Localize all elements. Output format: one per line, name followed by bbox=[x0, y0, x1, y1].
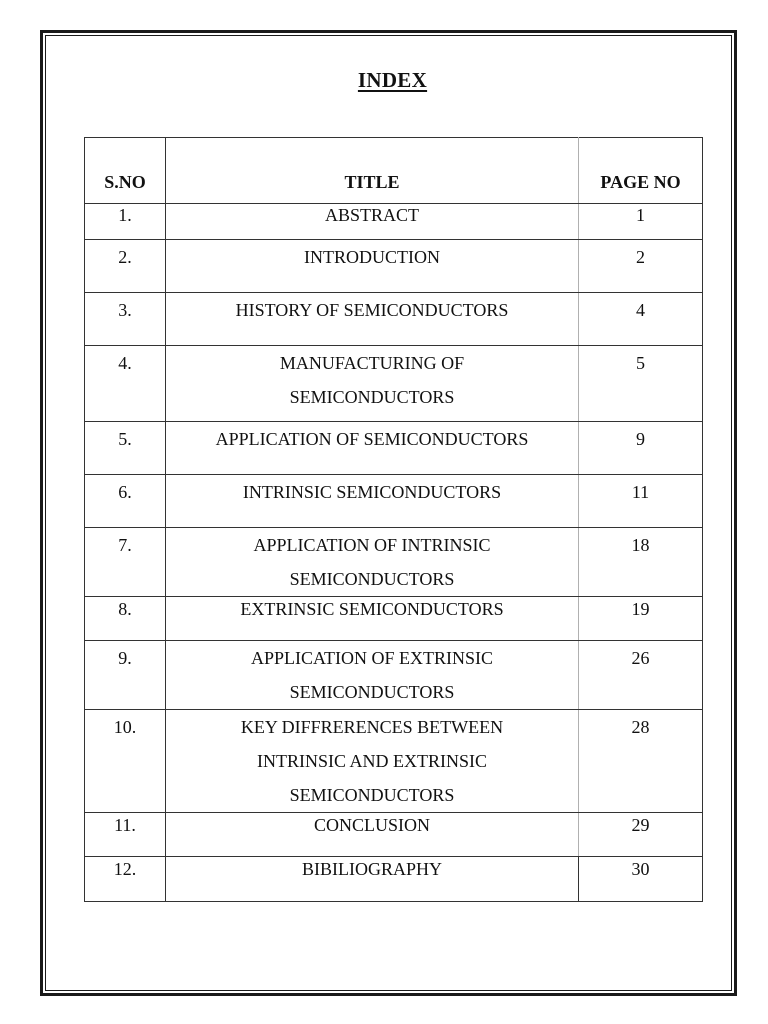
index-table bbox=[84, 137, 703, 902]
row-title: BIBILIOGRAPHY bbox=[166, 857, 579, 902]
row-page: 1 bbox=[579, 204, 703, 240]
row-page: 19 bbox=[579, 597, 703, 641]
row-page: 28 bbox=[579, 710, 703, 813]
row-title bbox=[166, 710, 579, 813]
row-page: 2 bbox=[579, 240, 703, 293]
table-row bbox=[85, 240, 703, 293]
row-sno: 9. bbox=[85, 641, 166, 710]
row-title: INTRODUCTION bbox=[166, 240, 579, 293]
row-page: 30 bbox=[579, 857, 703, 902]
row-sno: 8. bbox=[85, 597, 166, 641]
row-page: 4 bbox=[579, 293, 703, 346]
row-title bbox=[166, 641, 579, 710]
table-row bbox=[85, 346, 703, 422]
table-row bbox=[85, 641, 703, 710]
row-sno: 1. bbox=[85, 204, 166, 240]
row-title: HISTORY OF SEMICONDUCTORS bbox=[166, 293, 579, 346]
row-page: 5 bbox=[579, 346, 703, 422]
row-title bbox=[166, 528, 579, 597]
table-header-row bbox=[85, 138, 703, 204]
row-sno: 7. bbox=[85, 528, 166, 597]
row-title: INTRINSIC SEMICONDUCTORS bbox=[166, 475, 579, 528]
row-sno: 3. bbox=[85, 293, 166, 346]
row-title: CONCLUSION bbox=[166, 813, 579, 857]
table-row bbox=[85, 710, 703, 813]
table-row bbox=[85, 813, 703, 857]
header-page-no: PAGE NO bbox=[579, 138, 703, 204]
header-sno: S.NO bbox=[85, 138, 166, 204]
row-page: 26 bbox=[579, 641, 703, 710]
table-row bbox=[85, 293, 703, 346]
row-page: 29 bbox=[579, 813, 703, 857]
table-row bbox=[85, 528, 703, 597]
row-sno: 12. bbox=[85, 857, 166, 902]
header-title: TITLE bbox=[166, 138, 579, 204]
row-sno: 5. bbox=[85, 422, 166, 475]
table-row bbox=[85, 857, 703, 902]
row-title-text: APPLICATION OF EXTRINSIC SEMICONDUCTORS bbox=[250, 648, 493, 702]
table-row bbox=[85, 204, 703, 240]
table-row bbox=[85, 422, 703, 475]
row-title: ABSTRACT bbox=[166, 204, 579, 240]
row-title-text: KEY DIFFRERENCES BETWEEN INTRINSIC AND EXTRINSIC SEMICONDUCTORS bbox=[240, 717, 504, 805]
row-title: EXTRINSIC SEMICONDUCTORS bbox=[166, 597, 579, 641]
row-sno: 10. bbox=[85, 710, 166, 813]
row-sno: 4. bbox=[85, 346, 166, 422]
table-row bbox=[85, 597, 703, 641]
row-sno: 11. bbox=[85, 813, 166, 857]
row-title: APPLICATION OF SEMICONDUCTORS bbox=[166, 422, 579, 475]
row-title-text: MANUFACTURING OF SEMICONDUCTORS bbox=[279, 353, 465, 407]
row-page: 9 bbox=[579, 422, 703, 475]
row-sno: 6. bbox=[85, 475, 166, 528]
page-title: INDEX bbox=[357, 68, 428, 92]
row-page: 11 bbox=[579, 475, 703, 528]
row-page: 18 bbox=[579, 528, 703, 597]
row-sno: 2. bbox=[85, 240, 166, 293]
table-row bbox=[85, 475, 703, 528]
row-title-text: APPLICATION OF INTRINSIC SEMICONDUCTORS bbox=[253, 535, 491, 589]
row-title bbox=[166, 346, 579, 422]
